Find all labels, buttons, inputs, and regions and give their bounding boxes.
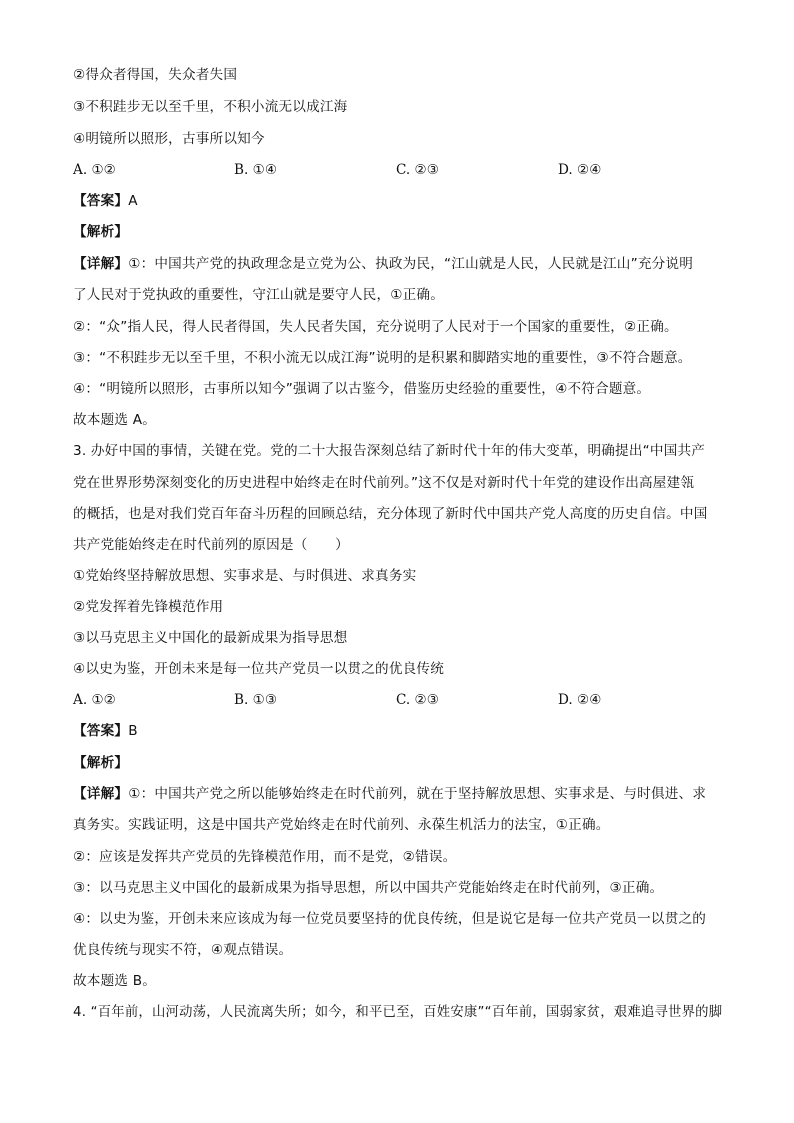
q3-detail-line-2: 真务实。实践证明，这是中国共产党始终走在时代前列、永葆生机活力的法宝，①正确。 [73, 817, 610, 833]
detail-label: 【详解】 [73, 786, 129, 802]
answer-label: 【答案】 [73, 193, 129, 209]
q4-stem-line-1: 4. “百年前，山河动荡，人民流离失所；如今，和平已至，百姓安康”“百年前，国弱家贫，艰难追寻世界的脚 [73, 1004, 723, 1020]
q3-answer [73, 722, 138, 740]
q2-item-3: ③不积跬步无以至千里，不积小流无以成江海 [73, 99, 348, 115]
detail-text: ①：中国共产党的执政理念是立党为公、执政为民，“江山就是人民，人民就是江山”充分说明 [128, 256, 694, 272]
q3-stem-line-2: 党在世界形势深刻变化的历史进程中始终走在时代前列。”这不仅是对新时代十年党的建设作出高屋建瓴 [73, 475, 695, 491]
q3-option-b: B. ①③ [234, 692, 278, 708]
q2-detail-line-4: ③：“不积跬步无以至千里，不积小流无以成江海”说明的是积累和脚踏实地的重要性，③不符合题意。 [73, 350, 692, 366]
q2-analysis-label: 【解析】 [73, 224, 129, 240]
q3-item-1: ①党始终坚持解放思想、实事求是、与时俱进、求真务实 [73, 568, 417, 584]
q3-analysis-label: 【解析】 [73, 755, 129, 771]
q3-stem-line-4: 共产党能始终走在时代前列的原因是（ ） [73, 537, 349, 553]
q3-detail-line-5: ④：以史为鉴，开创未来应该成为每一位党员要坚持的优良传统，但是说它是每一位共产党员一以贯之的 [73, 911, 707, 927]
q3-option-c: C. ②③ [396, 692, 439, 708]
q3-option-a: A. ①② [73, 692, 116, 708]
q2-option-d: D. ②④ [558, 162, 602, 178]
q2-option-a: A. ①② [73, 162, 116, 178]
detail-text: ①：中国共产党之所以能够始终走在时代前列，就在于坚持解放思想、实事求是、与时俱进、求 [128, 786, 707, 802]
q2-detail-line-1 [73, 255, 693, 273]
q3-item-4: ④以史为鉴，开创未来是每一位共产党员一以贯之的优良传统 [73, 661, 445, 677]
answer-label: 【答案】 [73, 723, 129, 739]
q3-detail-line-1 [73, 785, 706, 803]
q2-conclusion: 故本题选 A。 [73, 412, 156, 428]
q2-item-4: ④明镜所以照形，古事所以知今 [73, 131, 265, 147]
q2-option-c: C. ②③ [396, 162, 439, 178]
q3-stem-line-3: 的概括，也是对我们党百年奋斗历程的回顾总结，充分体现了新时代中国共产党人高度的历史自信。中国 [73, 506, 708, 522]
q2-detail-line-2: 了人民对于党执政的重要性，守江山就是要守人民，①正确。 [73, 287, 445, 303]
q3-stem-line-1: 3. 办好中国的事情，关键在党。党的二十大报告深刻总结了新时代十年的伟大变革，明确提出“中国共产 [73, 443, 706, 459]
q3-conclusion: 故本题选 B。 [73, 973, 157, 989]
q2-item-2: ②得众者得国，失众者失国 [73, 67, 238, 83]
q3-detail-line-3: ②：应该是发挥共产党员的先锋模范作用，而不是党，②错误。 [73, 849, 457, 865]
q2-detail-line-5: ④：“明镜所以照形，古事所以知今”强调了以古鉴今，借鉴历史经验的重要性，④不符合题意。 [73, 381, 651, 397]
q3-option-d: D. ②④ [558, 692, 602, 708]
detail-label: 【详解】 [73, 256, 129, 272]
q3-detail-line-4: ③：以马克思主义中国化的最新成果为指导思想，所以中国共产党能始终走在时代前列，③正确。 [73, 880, 664, 896]
answer-value: B [128, 723, 138, 739]
q3-item-2: ②党发挥着先锋模范作用 [73, 599, 224, 615]
q2-answer [73, 192, 138, 210]
answer-value: A [128, 193, 138, 209]
q2-detail-line-3: ②：“众”指人民，得人民者得国，失人民者失国，充分说明了人民对于一个国家的重要性，②正确。 [73, 319, 678, 335]
q3-detail-line-6: 优良传统与现实不符，④观点错误。 [73, 942, 293, 958]
q2-option-b: B. ①④ [234, 162, 278, 178]
q3-item-3: ③以马克思主义中国化的最新成果为指导思想 [73, 630, 348, 646]
